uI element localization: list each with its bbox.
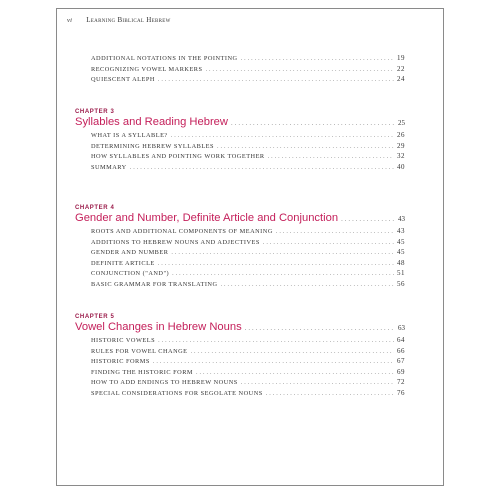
toc-entry-title: RULES FOR VOWEL CHANGE — [91, 347, 188, 355]
toc-entry-page: 69 — [397, 367, 405, 376]
toc-entry[interactable] — [91, 357, 405, 368]
toc-entry-page: 64 — [397, 336, 405, 344]
toc-entry-page: 76 — [397, 388, 405, 397]
chapter-label: CHAPTER 3 — [75, 109, 115, 115]
toc-entry-page: 56 — [397, 279, 405, 288]
chapter-title: Syllables and Reading Hebrew — [75, 116, 228, 128]
toc-entry-title: SUMMARY — [91, 163, 127, 171]
toc-entry[interactable] — [91, 347, 405, 358]
toc-entry-title: DETERMINING HEBREW SYLLABLES — [91, 142, 215, 150]
running-head — [67, 16, 171, 24]
toc-entry-title: HOW SYLLABLES AND POINTING WORK TOGETHER — [91, 153, 265, 161]
toc-entry[interactable] — [91, 336, 405, 347]
toc-entry[interactable] — [91, 163, 405, 174]
dot-leader — [158, 338, 394, 344]
toc-entry-page: 22 — [397, 64, 405, 73]
toc-entry-page: 26 — [397, 131, 405, 139]
toc-entry-page: 29 — [397, 141, 405, 150]
toc-entry-title: HOW TO ADD ENDINGS TO HEBREW NOUNS — [91, 379, 238, 387]
toc-entry-title: RECOGNIZING VOWEL MARKERS — [91, 65, 203, 73]
toc-chapter-4 — [75, 205, 405, 291]
dot-leader — [171, 133, 394, 139]
chapter-page: 25 — [398, 119, 405, 127]
toc-entry-title: SPECIAL CONSIDERATIONS FOR SEGOLATE NOUNS — [91, 389, 263, 397]
dot-leader — [266, 391, 394, 397]
toc-entry[interactable] — [91, 269, 405, 280]
toc-entry-page: 51 — [397, 269, 405, 278]
toc-entry-title: ROOTS AND ADDITIONAL COMPONENTS OF MEANING — [91, 228, 273, 235]
dot-leader — [268, 154, 394, 160]
dot-leader — [158, 261, 394, 267]
dot-leader — [231, 121, 395, 127]
toc-entry-page: 32 — [397, 152, 405, 161]
toc-entry[interactable] — [91, 378, 405, 389]
chapter-title-row[interactable] — [75, 321, 405, 333]
chapter-title-row[interactable] — [75, 212, 405, 224]
toc-entry[interactable] — [91, 54, 405, 65]
dot-leader — [241, 380, 394, 386]
toc-entry-page: 72 — [397, 378, 405, 387]
toc-entry[interactable] — [91, 65, 405, 76]
dot-leader — [341, 217, 395, 223]
chapter-page: 43 — [398, 215, 405, 223]
chapter-title: Gender and Number, Definite Article and Conjunction — [75, 212, 339, 224]
toc-entry-title: HISTORIC VOWELS — [91, 337, 156, 344]
chapter-title: Vowel Changes in Hebrew Nouns — [75, 321, 242, 333]
chapter-label: CHAPTER 5 — [75, 314, 115, 320]
toc-entry-title: CONJUNCTION ("AND") — [91, 270, 170, 278]
toc-entry-title: ADDITIONS TO HEBREW NOUNS AND ADJECTIVES — [91, 238, 260, 246]
chapter-label: CHAPTER 4 — [75, 205, 115, 211]
dot-leader — [153, 359, 394, 365]
toc-entry-title: DEFINITE ARTICLE — [91, 259, 155, 267]
toc-entry[interactable] — [91, 280, 405, 291]
dot-leader — [171, 250, 394, 256]
page-folio: vi — [67, 17, 73, 24]
dot-leader — [206, 67, 395, 73]
toc-entry-page: 45 — [397, 248, 405, 257]
toc-entry[interactable] — [91, 389, 405, 400]
toc-entry-title: ADDITIONAL NOTATIONS IN THE POINTING — [91, 55, 238, 62]
running-head-title: Learning Biblical Hebrew — [86, 16, 171, 24]
toc-entry[interactable] — [91, 238, 405, 249]
dot-leader — [191, 349, 394, 355]
toc-entry-page: 45 — [397, 237, 405, 246]
dot-leader — [158, 77, 394, 83]
dot-leader — [217, 144, 394, 150]
dot-leader — [172, 271, 394, 277]
toc-entry[interactable] — [91, 131, 405, 142]
toc-entry[interactable] — [91, 259, 405, 270]
toc-chapter-3 — [75, 109, 405, 173]
dot-leader — [221, 282, 394, 288]
toc-entry-page: 48 — [397, 258, 405, 267]
toc-entry-title: BASIC GRAMMAR FOR TRANSLATING — [91, 280, 218, 288]
toc-entry-title: GENDER AND NUMBER — [91, 249, 169, 257]
toc-entry[interactable] — [91, 75, 405, 86]
toc-continuation — [75, 54, 405, 86]
toc-entry-page: 24 — [397, 75, 405, 84]
dot-leader — [276, 229, 394, 235]
toc-entry-title: FINDING THE HISTORIC FORM — [91, 368, 194, 376]
dot-leader — [245, 326, 395, 332]
toc-entry-page: 43 — [397, 227, 405, 235]
dot-leader — [241, 56, 394, 62]
toc-entry[interactable] — [91, 248, 405, 259]
toc-entry-title: WHAT IS A SYLLABLE? — [91, 132, 168, 139]
dot-leader — [263, 240, 394, 246]
toc-entry[interactable] — [91, 152, 405, 163]
dot-leader — [130, 165, 394, 171]
toc-entry-page: 66 — [397, 346, 405, 355]
toc-chapter-5 — [75, 314, 405, 400]
toc-entry-page: 19 — [397, 54, 405, 62]
dot-leader — [196, 370, 394, 376]
toc-entry[interactable] — [91, 368, 405, 379]
toc-entry-title: QUIESCENT ALEPH — [91, 76, 155, 84]
toc-entry[interactable] — [91, 142, 405, 153]
chapter-page: 63 — [398, 324, 405, 332]
toc-entry[interactable] — [91, 227, 405, 238]
document-page — [56, 8, 444, 486]
toc-entry-title: HISTORIC FORMS — [91, 358, 150, 366]
chapter-title-row[interactable] — [75, 116, 405, 128]
toc-entry-page: 67 — [397, 357, 405, 366]
toc-entry-page: 40 — [397, 162, 405, 171]
